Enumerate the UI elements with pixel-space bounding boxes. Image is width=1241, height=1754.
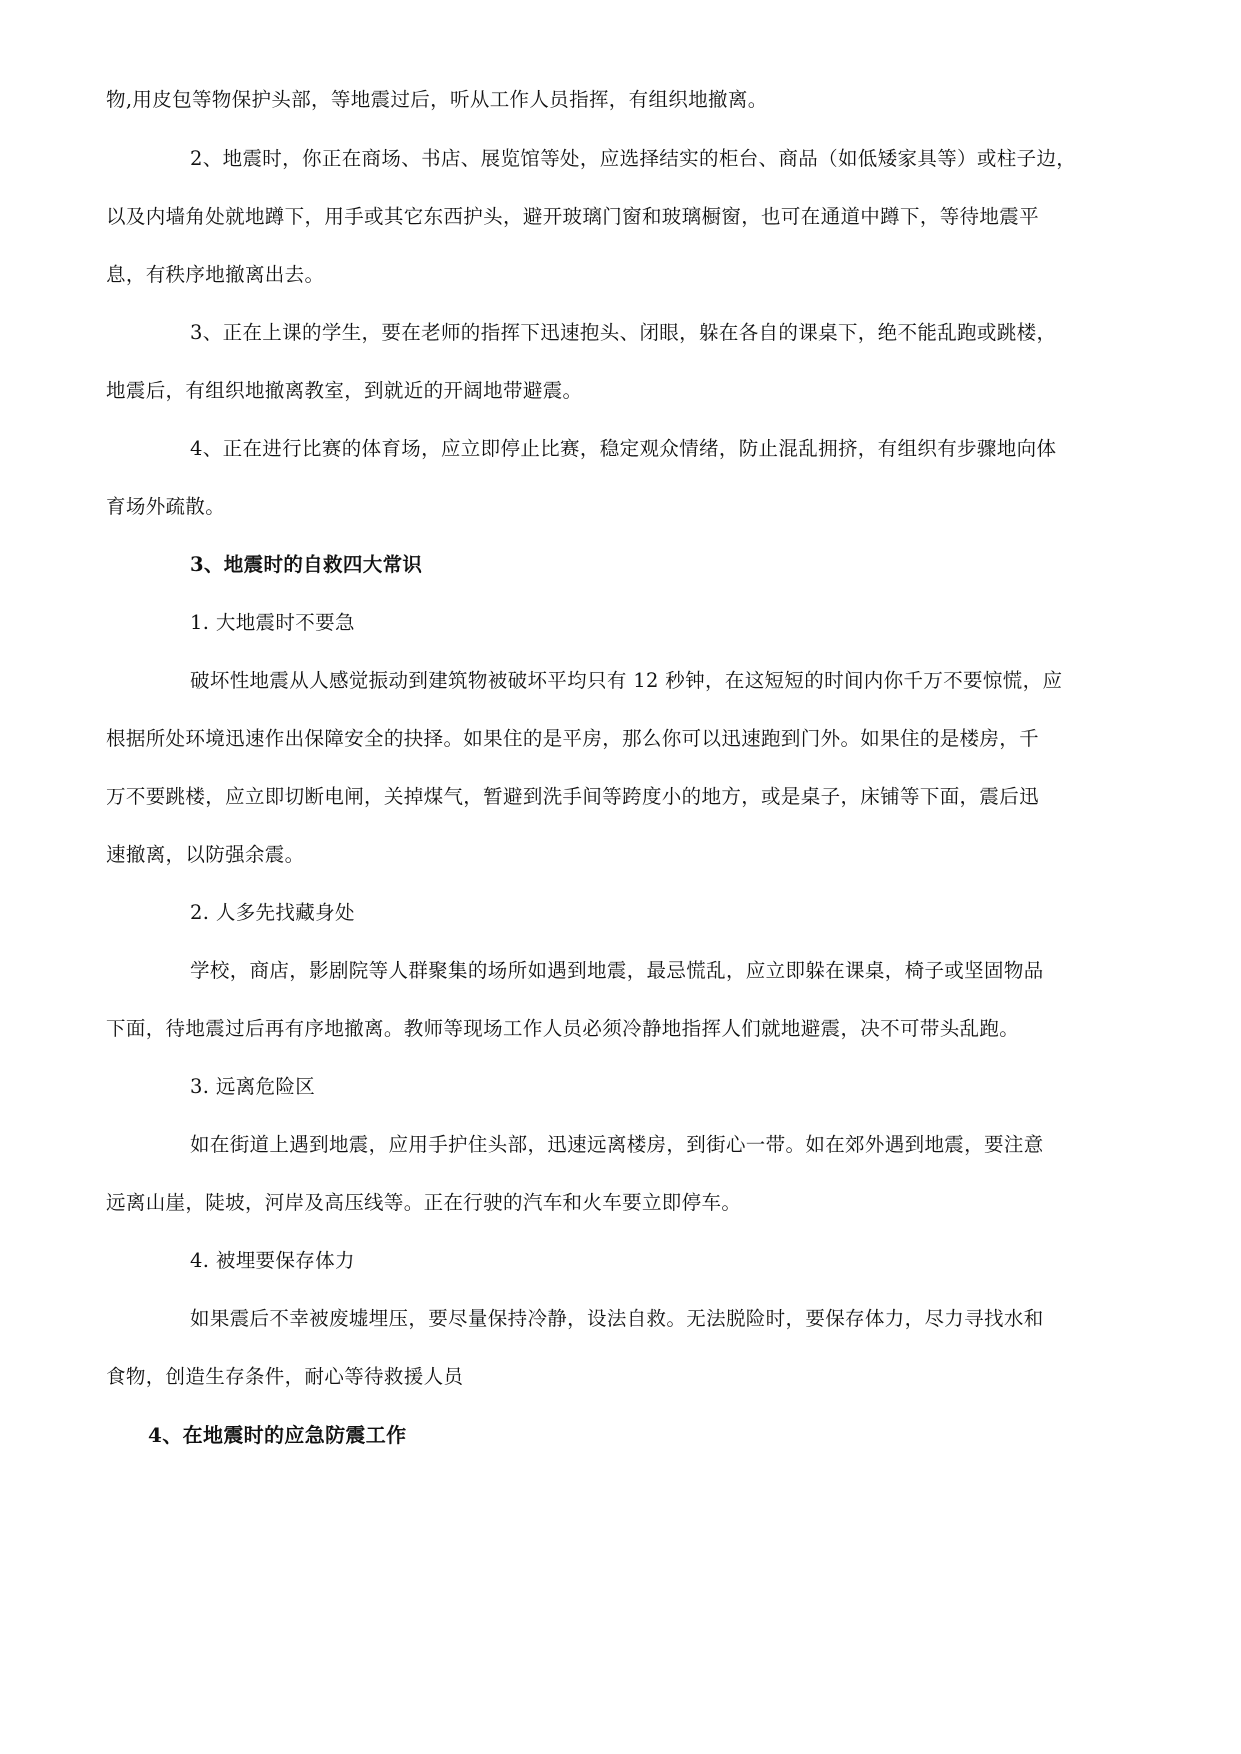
- section-heading: 4、在地震时的应急防震工作: [148, 1423, 407, 1447]
- paragraph-line: 破坏性地震从人感觉振动到建筑物被破坏平均只有 12 秒钟，在这短短的时间内你千万不要惊慌，应: [190, 669, 1063, 692]
- paragraph-line: 3、正在上课的学生，要在老师的指挥下迅速抱头、闭眼，躲在各自的课桌下，绝不能乱跑或跳楼，: [190, 321, 1057, 344]
- paragraph-line: 远离山崖，陡坡，河岸及高压线等。正在行驶的汽车和火车要立即停车。: [106, 1191, 742, 1214]
- paragraph-line: 食物，创造生存条件，耐心等待救援人员: [106, 1365, 464, 1388]
- paragraph-line: 如在街道上遇到地震，应用手护住头部，迅速远离楼房，到街心一带。如在郊外遇到地震，要注意: [190, 1133, 1044, 1156]
- paragraph-line: 物,用皮包等物保护头部，等地震过后，听从工作人员指挥，有组织地撤离。: [106, 88, 768, 111]
- paragraph-line: 以及内墙角处就地蹲下，用手或其它东西护头，避开玻璃门窗和玻璃橱窗，也可在通道中蹲下，等待地震平: [106, 205, 1039, 228]
- paragraph-line: 4、正在进行比赛的体育场，应立即停止比赛，稳定观众情绪，防止混乱拥挤，有组织有步骤地向体: [190, 437, 1057, 460]
- subheading: 3. 远离危险区: [190, 1075, 316, 1098]
- section-heading: 3、地震时的自救四大常识: [190, 553, 423, 576]
- subheading: 1. 大地震时不要急: [190, 611, 355, 634]
- paragraph-line: 如果震后不幸被废墟埋压，要尽量保持冷静，设法自救。无法脱险时，要保存体力，尽力寻找水和: [190, 1307, 1044, 1330]
- paragraph-line: 地震后，有组织地撤离教室，到就近的开阔地带避震。: [106, 379, 583, 402]
- paragraph-line: 息，有秩序地撤离出去。: [106, 263, 325, 286]
- paragraph-line: 根据所处环境迅速作出保障安全的抉择。如果住的是平房，那么你可以迅速跑到门外。如果住的是楼房，千: [106, 727, 1039, 750]
- subheading: 4. 被埋要保存体力: [190, 1249, 355, 1272]
- paragraph-line: 万不要跳楼，应立即切断电闸，关掉煤气，暂避到洗手间等跨度小的地方，或是桌子，床铺等下面，震后迅: [106, 785, 1039, 808]
- paragraph-line: 速撤离，以防强余震。: [106, 843, 305, 866]
- paragraph-line: 育场外疏散。: [106, 495, 226, 518]
- paragraph-line: 学校，商店，影剧院等人群聚集的场所如遇到地震，最忌慌乱，应立即躲在课桌，椅子或坚固物品: [190, 959, 1044, 982]
- paragraph-line: 2、地震时，你正在商场、书店、展览馆等处，应选择结实的柜台、商品（如低矮家具等）或柱子边，: [190, 147, 1077, 170]
- subheading: 2. 人多先找藏身处: [190, 901, 355, 924]
- paragraph-line: 下面，待地震过后再有序地撤离。教师等现场工作人员必须冷静地指挥人们就地避震，决不可带头乱跑。: [106, 1017, 1020, 1040]
